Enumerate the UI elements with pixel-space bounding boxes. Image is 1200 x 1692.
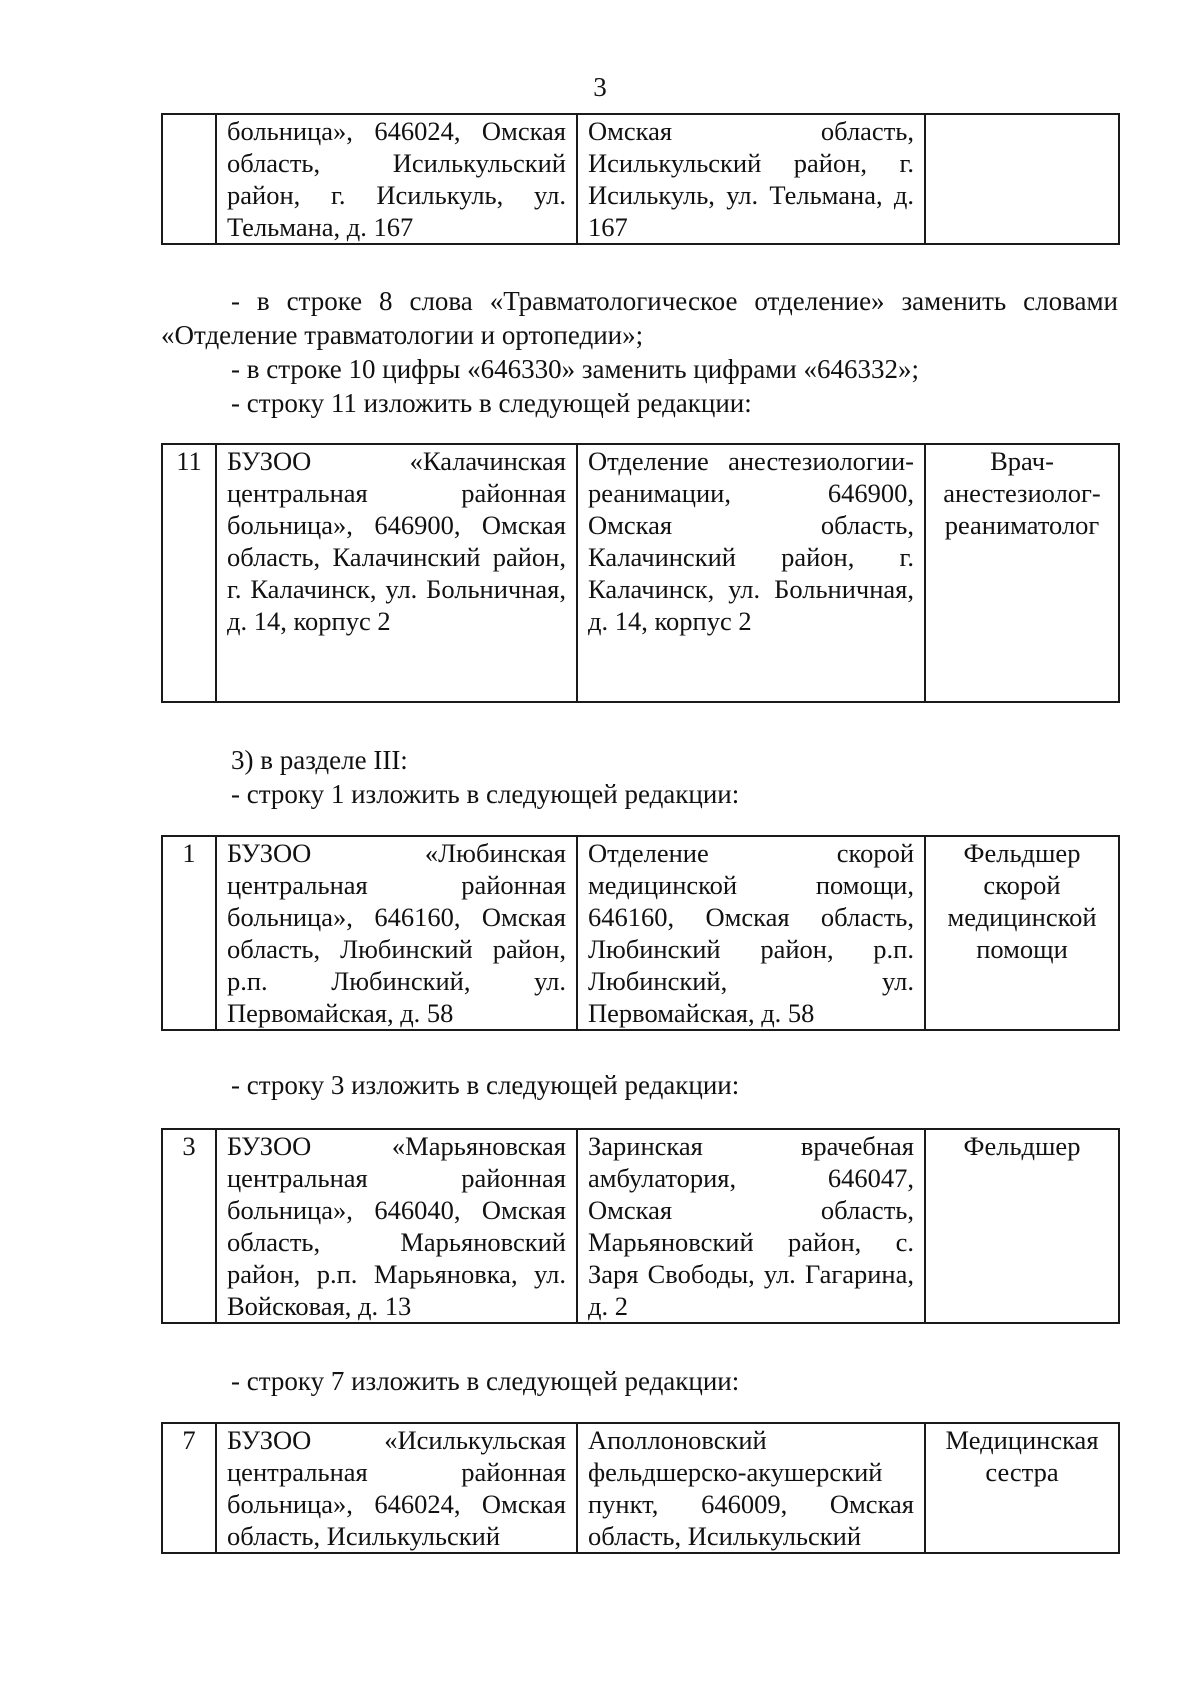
unit-cell: Заринская врачебная амбулатория, 646047, Омская область, Марьяновский район, с. Заря Свободы, ул. Гагарина, д. 2: [577, 1129, 925, 1323]
row-number-cell: 11: [162, 444, 216, 702]
table-row: [162, 444, 1119, 702]
table-continuation: [161, 113, 1120, 245]
organization-cell: БУЗОО «Исилькульская центральная районная больница», 646024, Омская область, Исилькульский: [216, 1423, 577, 1553]
paragraph-row8: - в строке 8 слова «Травматологическое отделение» заменить словами «Отделение травматологии и ортопедии»;: [161, 286, 1118, 350]
organization-cell: больница», 646024, Омская область, Исилькульский район, г. Исилькуль, ул. Тельмана, д. 167: [216, 114, 577, 244]
table-row-11: [161, 443, 1120, 703]
unit-cell: Омская область, Исилькульский район, г. Исилькуль, ул. Тельмана, д. 167: [577, 114, 925, 244]
unit-cell: Аполлоновский фельдшерско-акушерский пункт, 646009, Омская область, Исилькульский: [577, 1423, 925, 1553]
table-row: [162, 836, 1119, 1030]
row-number-cell: 1: [162, 836, 216, 1030]
position-cell: Врач-анестезиолог-реаниматолог: [925, 444, 1119, 702]
organization-cell: БУЗОО «Любинская центральная районная больница», 646160, Омская область, Любинский район, р.п. Любинский, ул. Первомайская, д. 58: [216, 836, 577, 1030]
paragraph-row1-intro: - строку 1 изложить в следующей редакции:: [231, 779, 740, 809]
section-heading: 3) в разделе III:: [231, 745, 408, 775]
position-cell: Фельдшер скорой медицинской помощи: [925, 836, 1119, 1030]
page-number: 3: [593, 72, 607, 102]
table-row-3: [161, 1128, 1120, 1324]
table-row: [162, 114, 1119, 244]
paragraph-row11-intro: - строку 11 изложить в следующей редакции:: [231, 388, 752, 418]
table-row-1: [161, 835, 1120, 1031]
paragraph-row7-intro: - строку 7 изложить в следующей редакции:: [231, 1366, 740, 1396]
paragraph-row10: - в строке 10 цифры «646330» заменить цифрами «646332»;: [231, 354, 919, 384]
position-cell: Фельдшер: [925, 1129, 1119, 1323]
organization-cell: БУЗОО «Марьяновская центральная районная больница», 646040, Омская область, Марьяновский район, р.п. Марьяновка, ул. Войсковая, д. 13: [216, 1129, 577, 1323]
table-row: [162, 1129, 1119, 1323]
paragraph-row3-intro: - строку 3 изложить в следующей редакции:: [231, 1070, 740, 1100]
unit-cell: Отделение скорой медицинской помощи, 646160, Омская область, Любинский район, р.п. Любинский, ул. Первомайская, д. 58: [577, 836, 925, 1030]
table-row: [162, 1423, 1119, 1553]
row-number-cell: 3: [162, 1129, 216, 1323]
position-cell: [925, 114, 1119, 244]
row-number-cell: 7: [162, 1423, 216, 1553]
table-row-7: [161, 1422, 1120, 1554]
position-cell: Медицинская сестра: [925, 1423, 1119, 1553]
row-number-cell: [162, 114, 216, 244]
organization-cell: БУЗОО «Калачинская центральная районная больница», 646900, Омская область, Калачинский район, г. Калачинск, ул. Больничная, д. 14, корпус 2: [216, 444, 577, 702]
unit-cell: Отделение анестезиологии-реанимации, 646900, Омская область, Калачинский район, г. Калачинск, ул. Больничная, д. 14, корпус 2: [577, 444, 925, 702]
